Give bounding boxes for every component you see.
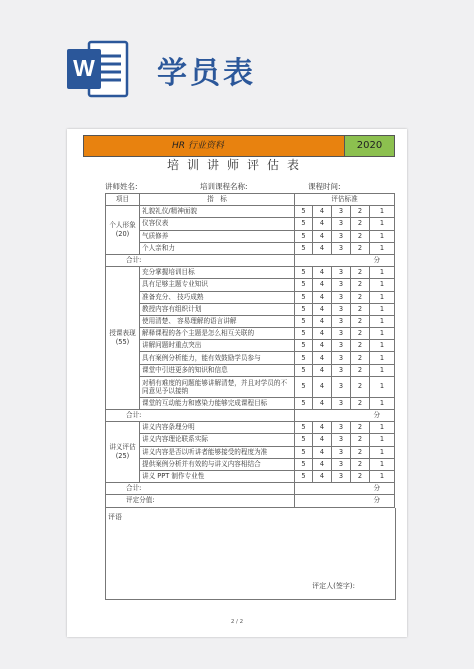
score-cell[interactable]: 2 — [351, 291, 370, 303]
score-cell[interactable]: 4 — [313, 242, 332, 254]
app-title: 学员表 — [157, 56, 256, 91]
score-cell[interactable]: 2 — [351, 470, 370, 482]
score-cell[interactable]: 1 — [370, 230, 395, 242]
score-cell[interactable]: 1 — [370, 303, 395, 315]
score-cell[interactable]: 2 — [351, 352, 370, 364]
score-cell[interactable]: 2 — [351, 397, 370, 409]
score-cell[interactable]: 1 — [370, 397, 395, 409]
table-row — [106, 291, 395, 303]
indicator-text: 课堂中引进更多的知识和信息 — [140, 364, 295, 376]
score-cell[interactable]: 1 — [370, 242, 395, 254]
table-row — [106, 376, 395, 397]
course-label: 培训课程名称: — [200, 182, 248, 191]
lecturer-label: 讲师姓名: — [105, 182, 138, 191]
subtotal-row — [106, 483, 395, 495]
score-cell[interactable]: 1 — [370, 267, 395, 279]
col-item-header: 项目 — [106, 194, 140, 206]
table-row — [106, 434, 395, 446]
indicator-text: 礼貌礼仪/精神面貌 — [140, 206, 295, 218]
page-number: 2 / 2 — [230, 619, 244, 625]
score-cell[interactable]: 5 — [295, 218, 313, 230]
score-cell[interactable]: 1 — [370, 434, 395, 446]
score-cell[interactable]: 1 — [370, 328, 395, 340]
score-cell[interactable]: 5 — [295, 267, 313, 279]
score-cell[interactable]: 1 — [370, 470, 395, 482]
evaluation-table — [105, 193, 395, 508]
subtotal-unit: 分 — [295, 254, 395, 266]
table-row — [106, 422, 395, 434]
score-cell[interactable]: 3 — [332, 364, 351, 376]
score-cell[interactable]: 3 — [332, 206, 351, 218]
table-row — [106, 279, 395, 291]
score-cell[interactable]: 1 — [370, 422, 395, 434]
word-doc-icon — [67, 40, 129, 98]
comments-box — [105, 508, 396, 600]
score-cell[interactable]: 3 — [332, 470, 351, 482]
score-cell[interactable]: 3 — [332, 218, 351, 230]
table-row — [106, 230, 395, 242]
score-cell[interactable]: 4 — [313, 206, 332, 218]
indicator-text: 充分掌握培训目标 — [140, 267, 295, 279]
score-cell[interactable]: 3 — [332, 315, 351, 327]
score-cell[interactable]: 1 — [370, 315, 395, 327]
indicator-text: 具有案例分析能力，能有效鼓励学员参与 — [140, 352, 295, 364]
score-cell[interactable]: 3 — [332, 291, 351, 303]
indicator-text: 教授内容有组织计划 — [140, 303, 295, 315]
table-row — [106, 328, 395, 340]
score-cell[interactable]: 2 — [351, 315, 370, 327]
indicator-text: 讲义 PPT 制作专业性 — [140, 470, 295, 482]
indicator-text: 讲义内容理论联系实际 — [140, 434, 295, 446]
score-cell[interactable]: 5 — [295, 230, 313, 242]
score-cell[interactable]: 1 — [370, 364, 395, 376]
score-cell[interactable]: 5 — [295, 303, 313, 315]
score-cell[interactable]: 4 — [313, 446, 332, 458]
score-cell[interactable]: 4 — [313, 315, 332, 327]
table-row — [106, 242, 395, 254]
score-cell[interactable]: 4 — [313, 328, 332, 340]
table-row — [106, 340, 395, 352]
score-cell[interactable]: 5 — [295, 291, 313, 303]
indicator-text: 气质修养 — [140, 230, 295, 242]
score-cell[interactable]: 5 — [295, 364, 313, 376]
score-cell[interactable]: 4 — [313, 303, 332, 315]
score-cell[interactable]: 1 — [370, 458, 395, 470]
score-cell[interactable]: 1 — [370, 291, 395, 303]
score-cell[interactable]: 5 — [295, 340, 313, 352]
signer-label: 评定人(签字): — [312, 582, 355, 590]
score-cell[interactable]: 3 — [332, 376, 351, 397]
score-cell[interactable]: 2 — [351, 434, 370, 446]
table-header-row — [106, 194, 395, 206]
comments-label: 评语 — [108, 513, 122, 521]
score-cell[interactable]: 2 — [351, 328, 370, 340]
score-cell[interactable]: 4 — [313, 230, 332, 242]
subtotal-row — [106, 410, 395, 422]
score-cell[interactable]: 2 — [351, 267, 370, 279]
score-cell[interactable]: 3 — [332, 458, 351, 470]
score-cell[interactable]: 4 — [313, 397, 332, 409]
score-cell[interactable]: 2 — [351, 279, 370, 291]
time-label: 课程时间: — [308, 182, 341, 191]
table-row — [106, 267, 395, 279]
subtotal-label: 合计: — [106, 410, 295, 422]
score-cell[interactable]: 2 — [351, 206, 370, 218]
col-standard-header: 评估标准 — [295, 194, 395, 206]
score-cell[interactable]: 1 — [370, 279, 395, 291]
section-name: 讲义评估(25) — [106, 422, 140, 483]
score-cell[interactable]: 2 — [351, 218, 370, 230]
score-cell[interactable]: 2 — [351, 303, 370, 315]
score-cell[interactable]: 2 — [351, 364, 370, 376]
subtotal-label: 合计: — [106, 483, 295, 495]
score-cell[interactable]: 3 — [332, 230, 351, 242]
table-row — [106, 458, 395, 470]
indicator-text: 对稍有难度的问题能够讲解清楚，并且对学员的不同意见予以接纳 — [140, 376, 295, 397]
score-cell[interactable]: 2 — [351, 230, 370, 242]
indicator-text: 讲义内容条理分明 — [140, 422, 295, 434]
table-row — [106, 470, 395, 482]
score-cell[interactable]: 1 — [370, 218, 395, 230]
score-cell[interactable]: 5 — [295, 279, 313, 291]
table-row — [106, 315, 395, 327]
hr-banner-label: HR 行业资料 — [84, 136, 345, 156]
score-cell[interactable]: 5 — [295, 434, 313, 446]
score-cell[interactable]: 4 — [313, 291, 332, 303]
score-cell[interactable]: 1 — [370, 340, 395, 352]
score-cell[interactable]: 5 — [295, 376, 313, 397]
score-cell[interactable]: 2 — [351, 422, 370, 434]
subtotal-unit: 分 — [295, 483, 395, 495]
total-unit: 分 — [295, 495, 395, 507]
score-cell[interactable]: 4 — [313, 458, 332, 470]
total-row — [106, 495, 395, 507]
table-row — [106, 446, 395, 458]
score-cell[interactable]: 2 — [351, 458, 370, 470]
score-cell[interactable]: 4 — [313, 376, 332, 397]
subtotal-unit: 分 — [295, 410, 395, 422]
score-cell[interactable]: 1 — [370, 446, 395, 458]
indicator-text: 提供案例分析并有效的与讲义内容相结合 — [140, 458, 295, 470]
score-cell[interactable]: 4 — [313, 470, 332, 482]
score-cell[interactable]: 3 — [332, 352, 351, 364]
indicator-text: 解释课程的各个主题是怎么相互关联的 — [140, 328, 295, 340]
score-cell[interactable]: 3 — [332, 242, 351, 254]
score-cell[interactable]: 4 — [313, 352, 332, 364]
score-cell[interactable]: 4 — [313, 434, 332, 446]
score-cell[interactable]: 3 — [332, 397, 351, 409]
table-row — [106, 352, 395, 364]
score-cell[interactable]: 5 — [295, 206, 313, 218]
score-cell[interactable]: 5 — [295, 242, 313, 254]
document-page — [67, 129, 407, 637]
table-row — [106, 303, 395, 315]
score-cell[interactable]: 2 — [351, 340, 370, 352]
total-label: 评定分值: — [106, 495, 295, 507]
score-cell[interactable]: 4 — [313, 422, 332, 434]
table-row — [106, 397, 395, 409]
score-cell[interactable]: 3 — [332, 279, 351, 291]
score-cell[interactable]: 3 — [332, 446, 351, 458]
score-cell[interactable]: 5 — [295, 458, 313, 470]
score-cell[interactable]: 3 — [332, 434, 351, 446]
indicator-text: 课堂的互动能力和感染力能够完成课程目标 — [140, 397, 295, 409]
subtotal-row — [106, 254, 395, 266]
section-name: 个人形象(20) — [106, 206, 140, 255]
score-cell[interactable]: 5 — [295, 315, 313, 327]
hr-banner-year: 2020 — [345, 136, 394, 156]
score-cell[interactable]: 3 — [332, 303, 351, 315]
score-cell[interactable]: 1 — [370, 352, 395, 364]
score-cell[interactable]: 2 — [351, 376, 370, 397]
score-cell[interactable]: 4 — [313, 267, 332, 279]
svg-text:W: W — [73, 55, 95, 81]
hr-banner — [83, 135, 395, 157]
score-cell[interactable]: 1 — [370, 376, 395, 397]
score-cell[interactable]: 4 — [313, 364, 332, 376]
score-cell[interactable]: 5 — [295, 352, 313, 364]
table-row — [106, 364, 395, 376]
score-cell[interactable]: 4 — [313, 218, 332, 230]
indicator-text: 准备充分、 技巧成熟 — [140, 291, 295, 303]
section-name: 授课表现(55) — [106, 267, 140, 410]
score-cell[interactable]: 2 — [351, 242, 370, 254]
indicator-text: 个人亲和力 — [140, 242, 295, 254]
indicator-text: 讲解问题时重点突出 — [140, 340, 295, 352]
score-cell[interactable]: 3 — [332, 328, 351, 340]
score-cell[interactable]: 2 — [351, 446, 370, 458]
indicator-text: 仪容仪表 — [140, 218, 295, 230]
score-cell[interactable]: 5 — [295, 446, 313, 458]
score-cell[interactable]: 4 — [313, 340, 332, 352]
subtotal-label: 合计: — [106, 254, 295, 266]
indicator-text: 讲义内容是否以听讲者能够接受的程度为准 — [140, 446, 295, 458]
score-cell[interactable]: 5 — [295, 328, 313, 340]
score-cell[interactable]: 1 — [370, 206, 395, 218]
table-row — [106, 218, 395, 230]
form-title: 培训讲师评估表 — [166, 158, 307, 172]
score-cell[interactable]: 3 — [332, 340, 351, 352]
score-cell[interactable]: 4 — [313, 279, 332, 291]
score-cell[interactable]: 3 — [332, 422, 351, 434]
col-indicator-header: 指 标 — [140, 194, 295, 206]
table-row — [106, 206, 395, 218]
indicator-text: 使用清楚、 容易理解的语言讲解 — [140, 315, 295, 327]
score-cell[interactable]: 5 — [295, 422, 313, 434]
indicator-text: 具有足够主题专业知识 — [140, 279, 295, 291]
score-cell[interactable]: 3 — [332, 267, 351, 279]
score-cell[interactable]: 5 — [295, 397, 313, 409]
score-cell[interactable]: 5 — [295, 470, 313, 482]
